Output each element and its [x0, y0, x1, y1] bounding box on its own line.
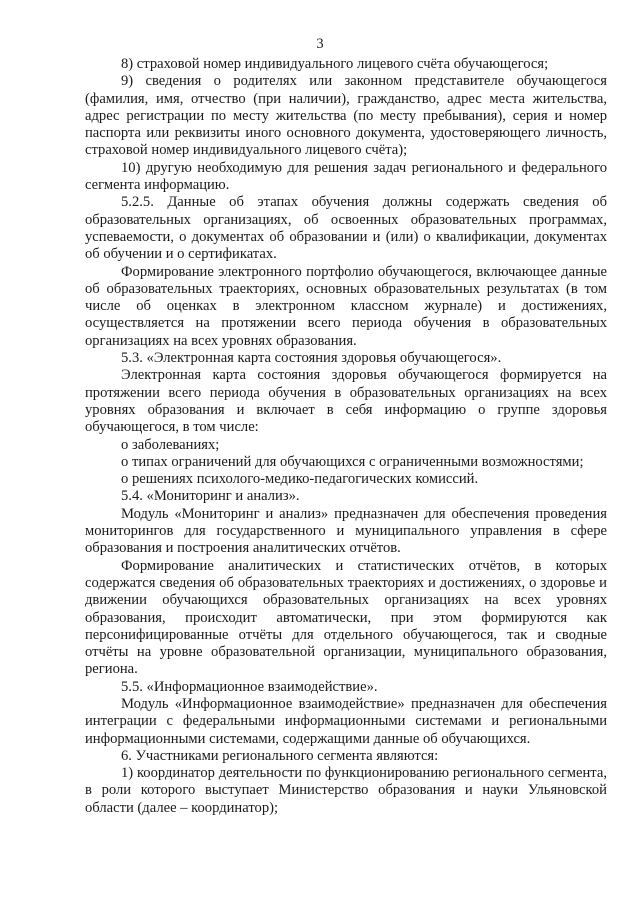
paragraph: 1) координатор деятельности по функционированию регионального сегмента, в роли которого выступает Министерство образования и науки Ульяновской области (далее – координатор); [85, 765, 607, 816]
paragraph: Модуль «Информационное взаимодействие» предназначен для обеспечения интеграции с федеральными информационными системами и региональными информационными системами, содержащими данные об обучающихся. [85, 695, 607, 747]
list-item: о типах ограничений для обучающихся с ограниченными возможностями; [121, 453, 584, 470]
paragraph: 8) страховой номер индивидуального лицевого счёта обучающегося; [121, 56, 549, 72]
paragraph: 5.2.5. Данные об этапах обучения должны содержать сведения об образовательных организациях, об освоенных образовательных программах, успеваемости, о документах об образовании и (или) о квалификации, документах об обучении и о сертификатах. [85, 194, 607, 263]
paragraph: Модуль «Мониторинг и анализ» предназначен для обеспечения проведения мониторингов для государственного и муниципального управления в сфере образования и построения аналитических отчётов. [85, 505, 607, 557]
paragraph: Формирование аналитических и статистических отчётов, в которых содержатся сведения об образовательных траекториях и достижениях, о здоровье и движении обучающихся образовательных организациях на всех уровнях образования, происходит автоматически, при этом формируются как персонифицированные отчёты для отдельного обучающегося, так и сводные отчёты на уровне образовательной организации, муниципального образования, региона. [85, 557, 607, 678]
list-item: о решениях психолого-медико-педагогических комиссий. [121, 471, 479, 488]
section-heading: 5.5. «Информационное взаимодействие». [121, 678, 378, 695]
document-body [85, 56, 607, 817]
section-heading: 5.3. «Электронная карта состояния здоровья обучающегося». [121, 350, 502, 367]
page-number: 3 [316, 36, 324, 52]
paragraph: 10) другую необходимую для решения задач регионального и федерального сегмента информацию. [85, 159, 607, 194]
section-heading: 5.4. «Мониторинг и анализ». [121, 488, 300, 505]
paragraph: 9) сведения о родителях или законном представителе обучающегося (фамилия, имя, отчество (при наличии), гражданство, адрес места жительства, адрес регистрации по месту жительства (по месту пребывания), серия и номер паспорта или реквизиты иного основного документа, удостоверяющего личность, страховой номер индивидуального лицевого счёта); [85, 73, 607, 159]
paragraph: 6. Участниками регионального сегмента являются: [121, 747, 439, 764]
paragraph: Формирование электронного портфолио обучающегося, включающее данные об образовательных траекториях, основных образовательных результатах (в том числе об оценках в электронном классном журнале) и достижениях, осуществляется на протяжении всего периода обучения в образовательных организациях на всех уровнях образования. [85, 263, 607, 349]
paragraph: Электронная карта состояния здоровья обучающегося формируется на протяжении всего периода обучения в образовательных организациях на всех уровнях образования и включает в себя информацию о группе здоровья обучающегося, в том числе: [85, 367, 607, 436]
list-item: о заболеваниях; [121, 436, 220, 453]
